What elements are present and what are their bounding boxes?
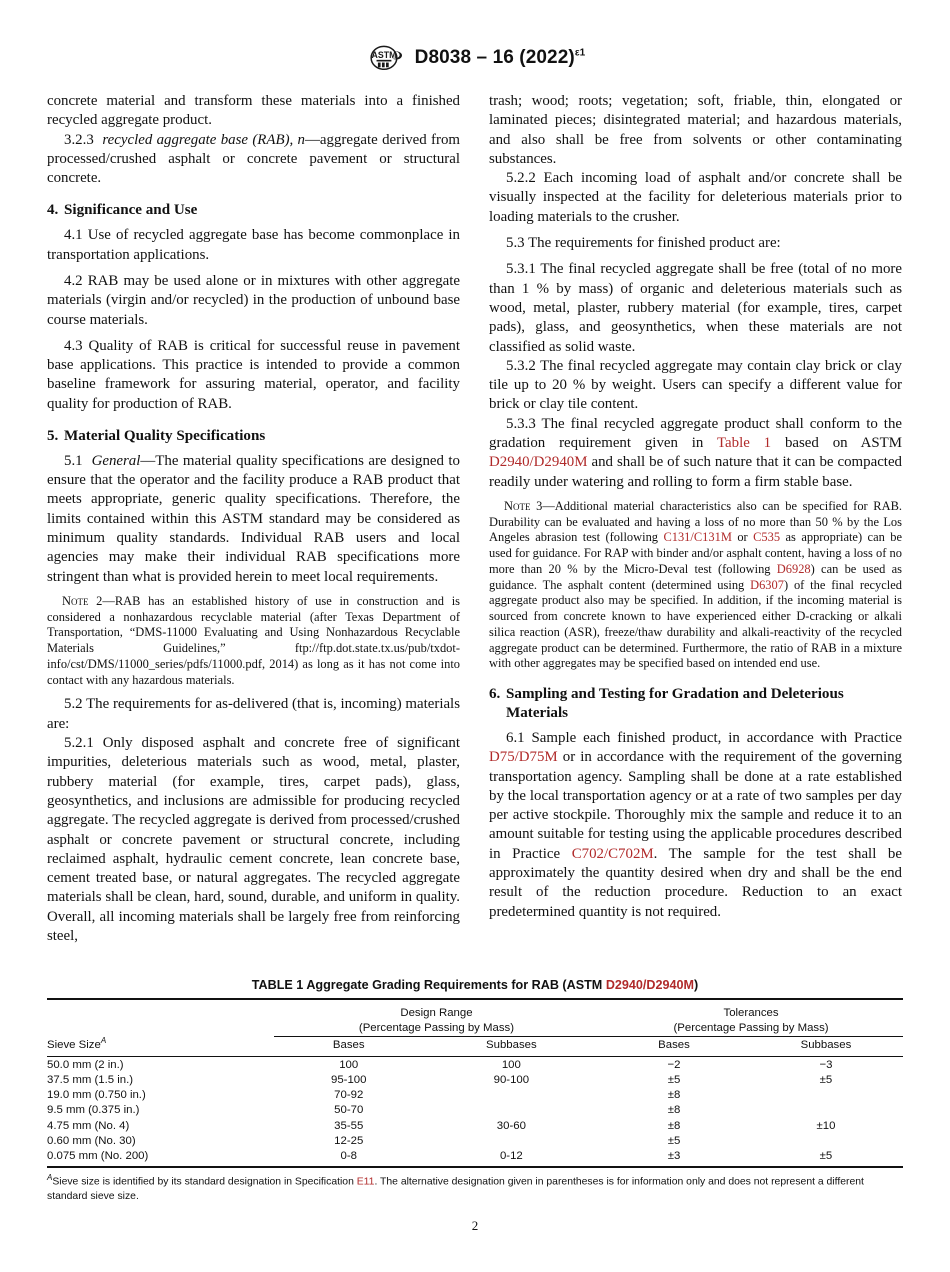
left-column <box>47 92 460 946</box>
standard-reference-link[interactable]: D6928 <box>776 561 811 576</box>
column-group-tolerances <box>599 1003 903 1037</box>
paragraph-5-2-2: 5.2.2 Each incoming load of asphalt and/or concrete shall be visually inspected at the facility for deleterious materials prior to loading materials to the crusher. <box>489 170 902 225</box>
column-header-design-subbases: Subbases <box>424 1037 599 1055</box>
column-group-design-range <box>274 1003 599 1037</box>
page-header <box>0 44 950 71</box>
table-row <box>47 1118 903 1133</box>
paragraph-spacer <box>47 330 460 337</box>
cell-design-bases: 100 <box>339 1058 359 1071</box>
section-number: 4. <box>47 202 59 219</box>
section-number: 6. <box>489 686 501 703</box>
standard-reference-link[interactable]: C702/C702M <box>571 845 654 862</box>
paragraph-text: —The material quality specifications are designed to ensure that the operator and the facility produce a RAB product that meets appropriate, generic quality specifications. Therefore, the limits contained within this ASTM standard may be considered as minimum quality standards. Individual RAB users and local agencies may make their individual RAB specifications more stringent than what is provided herein to meet local requirements. <box>47 452 460 585</box>
designation-superscript: ε1 <box>574 47 586 59</box>
group-header-line2: (Percentage Passing by Mass) <box>358 1021 515 1034</box>
designation-text: D8038 – 16 (2022) <box>414 46 575 68</box>
cell-sieve-size: 0.075 mm (No. 200) <box>47 1149 149 1162</box>
cell-tolerance-subbases: ±5 <box>819 1149 833 1162</box>
standard-reference-link[interactable]: D75/D75M <box>489 749 558 766</box>
table-row <box>47 1072 903 1087</box>
cell-sieve-size: 50.0 mm (2 in.) <box>47 1058 124 1071</box>
column-header-tolerance-subbases: Subbases <box>749 1037 903 1055</box>
footnote-marker: A <box>100 1036 107 1046</box>
paragraph-6-1 <box>489 729 902 922</box>
note-3 <box>489 499 902 672</box>
paragraph-spacer <box>47 688 460 695</box>
paragraph-number: 5.1 <box>64 452 83 469</box>
cell-tolerance-subbases <box>749 1103 903 1118</box>
cell-design-bases: 12-25 <box>334 1134 364 1147</box>
section-heading-6 <box>489 685 902 723</box>
section-title: Material Quality Specifications <box>64 428 266 445</box>
note-text: as appropriate) can be used for guidance. For RAP with binder and/or asphalt content, having a loss of no more than 20 % by the Micro-Deval test (following <box>489 530 902 576</box>
standard-designation <box>415 47 586 69</box>
paragraph-text: . The sample for the test shall be approximately the quantity desired when dry and shall be the end result of the reduction procedure. Reduction to an exact predetermined quantity is not required. <box>489 845 902 920</box>
cell-sieve-size: 9.5 mm (0.375 in.) <box>47 1104 140 1117</box>
paragraph-5-1 <box>47 452 460 587</box>
table-1-container <box>47 978 903 1205</box>
section-title: Significance and Use <box>64 202 198 219</box>
table-reference-link[interactable]: Table 1 <box>716 435 772 452</box>
paragraph-text: or in accordance with the requirement of the governing transportation agency. Sampling shall be done at a rate established by the local transportation agency or at a rate of two samples per day per active stockpile. Thoroughly mix the sample and reduce it to an amount suitable for testing using the applicable procedures described in Practice <box>489 749 902 862</box>
paragraph-text: 5.3.3 The final recycled aggregate product shall conform to the gradation requirement given in <box>489 415 902 452</box>
paragraph-spacer <box>489 227 902 234</box>
column-header-tolerance-bases: Bases <box>599 1037 749 1055</box>
standard-reference-link[interactable]: D2940/D2940M <box>605 978 695 992</box>
standard-reference-link[interactable]: C535 <box>753 530 781 545</box>
table-row <box>47 1148 903 1163</box>
cell-tolerance-subbases: −3 <box>819 1058 833 1071</box>
standard-reference-link[interactable]: C131/C131M <box>663 530 732 545</box>
table-row <box>47 1133 903 1148</box>
paragraph-5-3-2: 5.3.2 The final recycled aggregate may contain clay brick or clay tile up to 20 % by weight. Users can specify a different value for brick or clay tile content. <box>489 357 902 413</box>
cell-sieve-size: 37.5 mm (1.5 in.) <box>47 1073 134 1086</box>
table-bottom-rule <box>47 1164 903 1167</box>
table-row <box>47 1088 903 1103</box>
note-text: —Additional material characteristics also can be specified for RAB. Durability can be evaluated and having a loss of no more than 50 % by the Los Angeles abrasion test (following <box>489 498 902 545</box>
body-columns <box>47 92 903 946</box>
cell-tolerance-subbases: ±10 <box>816 1119 836 1132</box>
definition-term: recycled aggregate base (RAB), n <box>102 131 306 148</box>
cell-design-bases: 95-100 <box>330 1073 367 1086</box>
section-heading-5 <box>47 427 460 446</box>
paragraph-4-1: 4.1 Use of recycled aggregate base has become commonplace in transportation applications. <box>47 227 460 263</box>
table-title-text: TABLE 1 Aggregate Grading Requirements for RAB (ASTM <box>251 978 606 992</box>
standard-reference-link[interactable]: E11 <box>356 1175 375 1187</box>
cell-tolerance-bases: ±8 <box>667 1104 681 1117</box>
group-header-line2: (Percentage Passing by Mass) <box>673 1021 829 1034</box>
definition-text: —aggregate derived from processed/crushed asphalt or concrete pavement or structural concrete. <box>47 131 460 187</box>
note-text: ) can be used as guidance. The asphalt content (determined using <box>489 561 902 592</box>
cell-sieve-size: 0.60 mm (No. 30) <box>47 1134 136 1147</box>
column-header-design-bases: Bases <box>274 1037 424 1055</box>
paragraph-4-3: 4.3 Quality of RAB is critical for successful reuse in pavement base applications. This practice is intended to provide a common baseline framework for assuring material, operator, and facility quality for production of RAB. <box>47 337 460 412</box>
cell-tolerance-bases: −2 <box>667 1058 681 1071</box>
paragraph-5-3: 5.3 The requirements for finished product are: <box>506 235 781 252</box>
paragraph-spacer <box>47 265 460 272</box>
table-row <box>47 1057 903 1073</box>
paragraph-spacer <box>489 253 902 260</box>
cell-sieve-size: 19.0 mm (0.750 in.) <box>47 1089 146 1102</box>
cell-sieve-size: 4.75 mm (No. 4) <box>47 1119 130 1132</box>
table-group-header-row <box>47 1003 903 1037</box>
group-header-line1: Design Range <box>400 1007 473 1019</box>
definition-number: 3.2.3 <box>64 131 94 148</box>
note-text: ) of the final recycled aggregate product also may be specified. In addition, if the incoming material is sourced from concrete known to have experienced either D-cracking or alkali silica reaction (ASR), freeze/thaw durability and alkali-reactivity of the recycled aggregate product can be determined. Furthermore, the ratio of RAB in a mixture with other aggregates may be specified based on intended end use. <box>489 577 902 671</box>
table-title-text: ) <box>694 978 699 992</box>
paragraph-5-2: 5.2 The requirements for as-delivered (that is, incoming) materials are: <box>47 696 460 732</box>
note-text: —RAB has an established history of use in construction and is considered a nonhazardous recyclable material (after Texas Department of Transportation, “DMS-11000 Evaluating and Using Nonhazardous Recyclable Materials Guidelines,” ftp://ftp.dot.state.tx.us/pub/txdot-info/cst/DMS/11000_series/pdfs/11000.pdf, 2014) as long as it has not come into contact with any hazardous materials. <box>47 593 460 687</box>
astm-logo-icon <box>365 45 407 72</box>
cell-tolerance-subbases: ±5 <box>819 1073 833 1086</box>
footnote-marker: A <box>47 1172 53 1182</box>
standard-reference-link[interactable]: D6307 <box>750 577 784 592</box>
definition-3-2-3 <box>47 131 460 189</box>
table-row <box>47 1103 903 1118</box>
cell-design-subbases <box>424 1088 599 1103</box>
cell-design-subbases: 100 <box>501 1058 521 1071</box>
paragraph-5-2-1: 5.2.1 Only disposed asphalt and concrete free of significant impurities, deleterious materials such as wood, metal, plaster, rubbery material (for example, tires, carpet pads), glass, geosynthetics, and inclusions are admissible for producing recycled aggregate. The recycled aggregate is derived from processed/crushed asphalt or concrete pavement or structural concrete, including reclaimed asphalt, hydraulic cement concrete, lean concrete base, cement treated base, or natural aggregates. The recycled aggregate materials shall be clean, hard, sound, durable, and uniform in quality. Overall, all incoming materials shall be largely free from reinforcing steel, <box>47 735 460 945</box>
cell-design-subbases <box>424 1133 599 1148</box>
cell-design-bases: 70-92 <box>334 1089 364 1102</box>
cell-design-subbases <box>424 1103 599 1118</box>
cell-tolerance-bases: ±8 <box>667 1089 681 1102</box>
section-number: 5. <box>47 428 59 445</box>
paragraph-term: General <box>91 452 141 469</box>
right-column <box>489 92 902 946</box>
section-heading-4 <box>47 201 460 220</box>
standard-reference-link[interactable]: D2940/D2940M <box>489 454 588 471</box>
cell-tolerance-bases: ±5 <box>667 1073 681 1086</box>
group-header-line1: Tolerances <box>723 1007 779 1019</box>
note-label: Note 3 <box>504 498 543 513</box>
column-header-sieve-size <box>47 1003 274 1054</box>
paragraph-text: 6.1 Sample each finished product, in accordance with Practice <box>506 729 902 746</box>
note-label: Note 2 <box>62 593 103 608</box>
paragraph-5-3-1: 5.3.1 The final recycled aggregate shall be free (total of no more than 1 % by mass) of organic and deleterious materials such as wood, metal, plaster, rubbery material (for example, tires, carpet pads), glass, and geosynthetics, when these materials are not classified as solid waste. <box>489 261 902 355</box>
paragraph-4-2: 4.2 RAB may be used alone or in mixtures with other aggregate materials (virgin and/or recycled) in the production of unbound base course materials. <box>47 272 460 328</box>
table-footnote-a <box>47 1172 903 1205</box>
note-2 <box>47 594 460 689</box>
cell-design-subbases: 0-12 <box>499 1149 523 1162</box>
footnote-text: . The alternative designation given in parentheses is for information only and does not represent a different standard sieve size. <box>47 1175 864 1202</box>
aggregate-grading-table <box>47 998 903 1168</box>
table-title <box>47 978 903 992</box>
svg-text:ASTM: ASTM <box>371 49 397 60</box>
cell-design-subbases: 30-60 <box>496 1119 526 1132</box>
paragraph-text: based on ASTM <box>771 435 902 452</box>
paragraph-5-2-1-continuation: trash; wood; roots; vegetation; soft, friable, thin, elongated or laminated pieces; disintegrated material; and hazardous materials, and also shall be free from solvents or other contaminating substances. <box>489 93 902 167</box>
column-header-label: Sieve Size <box>47 1039 101 1052</box>
cell-design-bases: 0-8 <box>340 1149 357 1162</box>
cell-tolerance-bases: ±5 <box>667 1134 681 1147</box>
cell-design-bases: 50-70 <box>334 1104 364 1117</box>
cell-design-subbases: 90-100 <box>493 1073 530 1086</box>
cell-tolerance-subbases <box>749 1133 903 1148</box>
cell-design-bases: 35-55 <box>334 1119 364 1132</box>
cell-tolerance-bases: ±3 <box>667 1149 681 1162</box>
page-number: 2 <box>471 1218 479 1233</box>
paragraph-text: and shall be of such nature that it can be compacted readily under watering and rolling to form a firm stable base. <box>489 454 902 490</box>
paragraph-continuation: concrete material and transform these materials into a finished recycled aggregate product. <box>47 93 460 129</box>
note-text: or <box>731 530 754 545</box>
section-title: Sampling and Testing for Gradation and Deleterious Materials <box>506 686 844 722</box>
cell-tolerance-subbases <box>749 1088 903 1103</box>
footnote-text: Sieve size is identified by its standard designation in Specification <box>52 1175 357 1187</box>
paragraph-5-3-3 <box>489 415 902 492</box>
cell-tolerance-bases: ±8 <box>667 1119 681 1132</box>
